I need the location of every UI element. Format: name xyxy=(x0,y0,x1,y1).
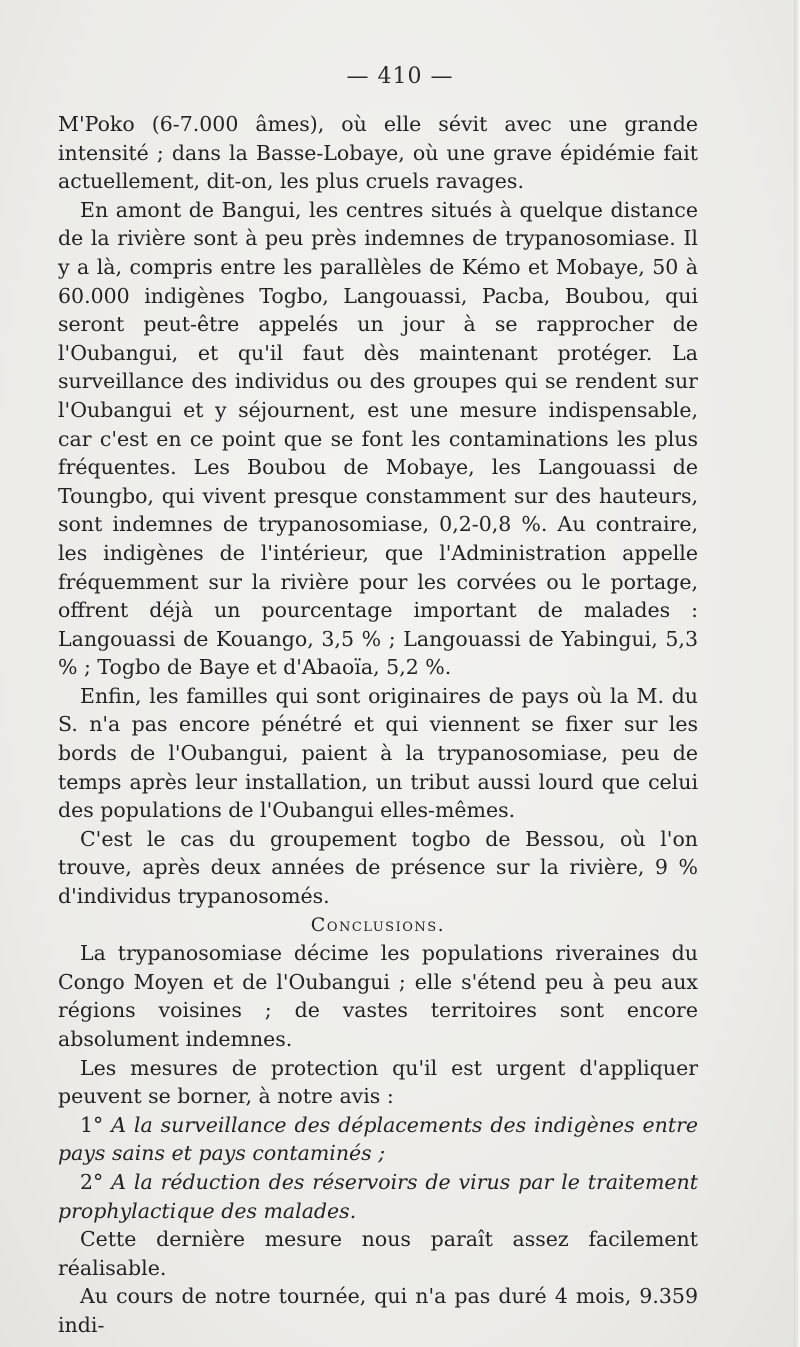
measure-1 xyxy=(58,1111,698,1168)
measure-2-number: 2° xyxy=(80,1169,104,1194)
measure-2 xyxy=(58,1168,698,1225)
paragraph-2: En amont de Bangui, les centres situés à quelque distance de la rivière sont à peu près indemnes de trypanosomiase. Il y a là, compris entre les parallèles de Kémo et Mobaye, 50 à 60.000 indigènes Togbo, Langouassi, Pacba, Boubou, qui seront peut-être appelés un jour à se rapprocher de l'Oubangui, et qu'il faut dès maintenant protéger. La surveillance des individus ou des groupes qui se rendent sur l'Oubangui et y séjournent, est une mesure indispensable, car c'est en ce point que se font les contaminations les plus fréquentes. Les Boubou de Mobaye, les Langouassi de Toungbo, qui vivent presque constamment sur des hauteurs, sont indemnes de trypanosomiase, 0,2-0,8 %. Au contraire, les indigènes de l'intérieur, que l'Administration appelle fréquemment sur la rivière pour les corvées ou le portage, offrent déjà un pourcentage important de malades : Langouassi de Kouango, 3,5 % ; Langouassi de Yabingui, 5,3 % ; Togbo de Baye et d'Abaoïa, 5,2 %. xyxy=(58,197,698,680)
measure-1-text: A la surveillance des déplacements des indigènes entre pays sains et pays contaminés ; xyxy=(58,1112,698,1166)
measure-2-text: A la réduction des réservoirs de virus par le traitement prophylactique des malades. xyxy=(58,1169,698,1223)
section-title: Conclusions. xyxy=(310,913,446,936)
closing-paragraph-1: Cette dernière mesure nous paraît assez facilement réalisable. xyxy=(58,1227,698,1280)
paragraph-4: C'est le cas du groupement togbo de Bessou, où l'on trouve, après deux années de présence sur la rivière, 9 % d'individus trypanosomés. xyxy=(58,826,698,909)
conclusion-paragraph-2: Les mesures de protection qu'il est urgent d'appliquer peuvent se borner, à notre avis : xyxy=(58,1055,698,1109)
measure-1-number: 1° xyxy=(80,1112,104,1137)
page-number: — 410 — xyxy=(346,64,454,89)
paragraph-1: M'Poko (6-7.000 âmes), où elle sévit avec une grande intensité ; dans la Basse-Lobaye, où une grave épidémie fait actuellement, dit-on, les plus cruels ravages. xyxy=(58,112,698,194)
paragraph-3: Enfin, les familles qui sont originaires de pays où la M. du S. n'a pas encore pénétré et qui viennent se fixer sur les bords de l'Oubangui, paient à la trypanosomiase, peu de temps après leur installation, un tribut aussi lourd que celui des populations de l'Oubangui elles-mêmes. xyxy=(58,683,698,823)
page-edge-shadow xyxy=(794,0,800,1347)
body-text xyxy=(58,110,698,1340)
closing-paragraph-2: Au cours de notre tournée, qui n'a pas duré 4 mois, 9.359 indi- xyxy=(58,1284,698,1337)
conclusion-paragraph-1: La trypanosomiase décime les populations riveraines du Congo Moyen et de l'Oubangui ; elle s'étend peu à peu aux régions voisines ; de vastes territoires sont encore absolument indemnes. xyxy=(58,941,698,1051)
